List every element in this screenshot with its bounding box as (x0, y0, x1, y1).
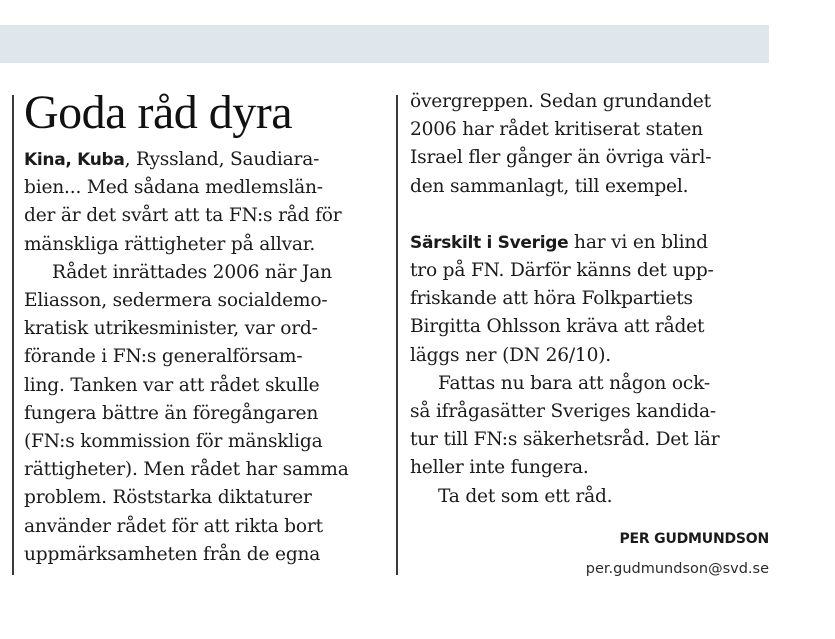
top-color-band (0, 25, 769, 63)
text-line: mänskliga rättigheter på allvar. (24, 233, 316, 255)
paragraph-4 (410, 229, 770, 370)
paragraph-6 (410, 483, 770, 511)
text-line: fungera bättre än föregångaren (24, 402, 319, 424)
left-column (24, 88, 389, 569)
paragraph-gap (410, 201, 770, 229)
text-line: övergreppen. Sedan grundandet (410, 91, 711, 112)
text-line: (FN:s kommission för mänskliga (24, 431, 323, 453)
text-line: den sammanlagt, till exempel. (410, 175, 689, 197)
text-line: Rådet inrättades 2006 när Jan (52, 261, 332, 283)
author-byline: PER GUDMUNDSON (619, 531, 769, 547)
text-line: rättigheter). Men rådet har samma (24, 459, 349, 481)
text-line: Birgitta Ohlsson kräva att rådet (410, 316, 705, 338)
text-line (410, 229, 770, 257)
text-line: friskande att höra Folkpartiets (410, 288, 693, 310)
text-line: förande i FN:s generalförsam- (24, 346, 303, 368)
text-line: så ifrågasätter Sveriges kandida- (410, 401, 716, 423)
lead-in: Kina, Kuba (24, 150, 125, 170)
middle-column-rule (396, 95, 398, 575)
text-line: bien... Med sådana medlemslän- (24, 177, 323, 199)
lead-in: Särskilt i Sverige (410, 232, 569, 253)
text-line: Fattas nu bara att någon ock- (438, 372, 710, 394)
paragraph-1 (24, 146, 389, 259)
text-line: kratisk utrikesminister, var ord- (24, 318, 318, 340)
text-line: heller inte fungera. (410, 457, 589, 479)
text-span: har vi en blind (568, 231, 708, 253)
paragraph-5 (410, 370, 770, 483)
left-column-rule (12, 95, 14, 575)
text-line (24, 146, 389, 174)
paragraph-3 (410, 88, 770, 201)
text-line: Israel fler gånger än övriga värl- (410, 147, 712, 169)
text-line: ling. Tanken var att rådet skulle (24, 374, 320, 396)
paragraph-2 (24, 259, 389, 569)
text-line: Ta det som ett råd. (438, 485, 613, 507)
text-line: Eliasson, sedermera socialdemo- (24, 290, 328, 312)
text-line: uppmärksamheten från de egna (24, 543, 321, 565)
text-line: tur till FN:s säkerhetsråd. Det lär (410, 429, 720, 451)
text-line: tro på FN. Därför känns det upp- (410, 260, 714, 282)
article-headline: Goda råd dyra (24, 86, 293, 139)
text-line: problem. Röststarka diktaturer (24, 487, 312, 509)
text-line: läggs ner (DN 26/10). (410, 344, 611, 366)
text-line: 2006 har rådet kritiserat staten (410, 119, 703, 141)
text-line: der är det svårt att ta FN:s råd för (24, 205, 342, 227)
author-email[interactable]: per.gudmundson@svd.se (585, 561, 769, 577)
text-span: , Ryssland, Saudiara- (124, 149, 320, 170)
right-column (410, 88, 770, 511)
text-line: använder rådet för att rikta bort (24, 515, 323, 537)
